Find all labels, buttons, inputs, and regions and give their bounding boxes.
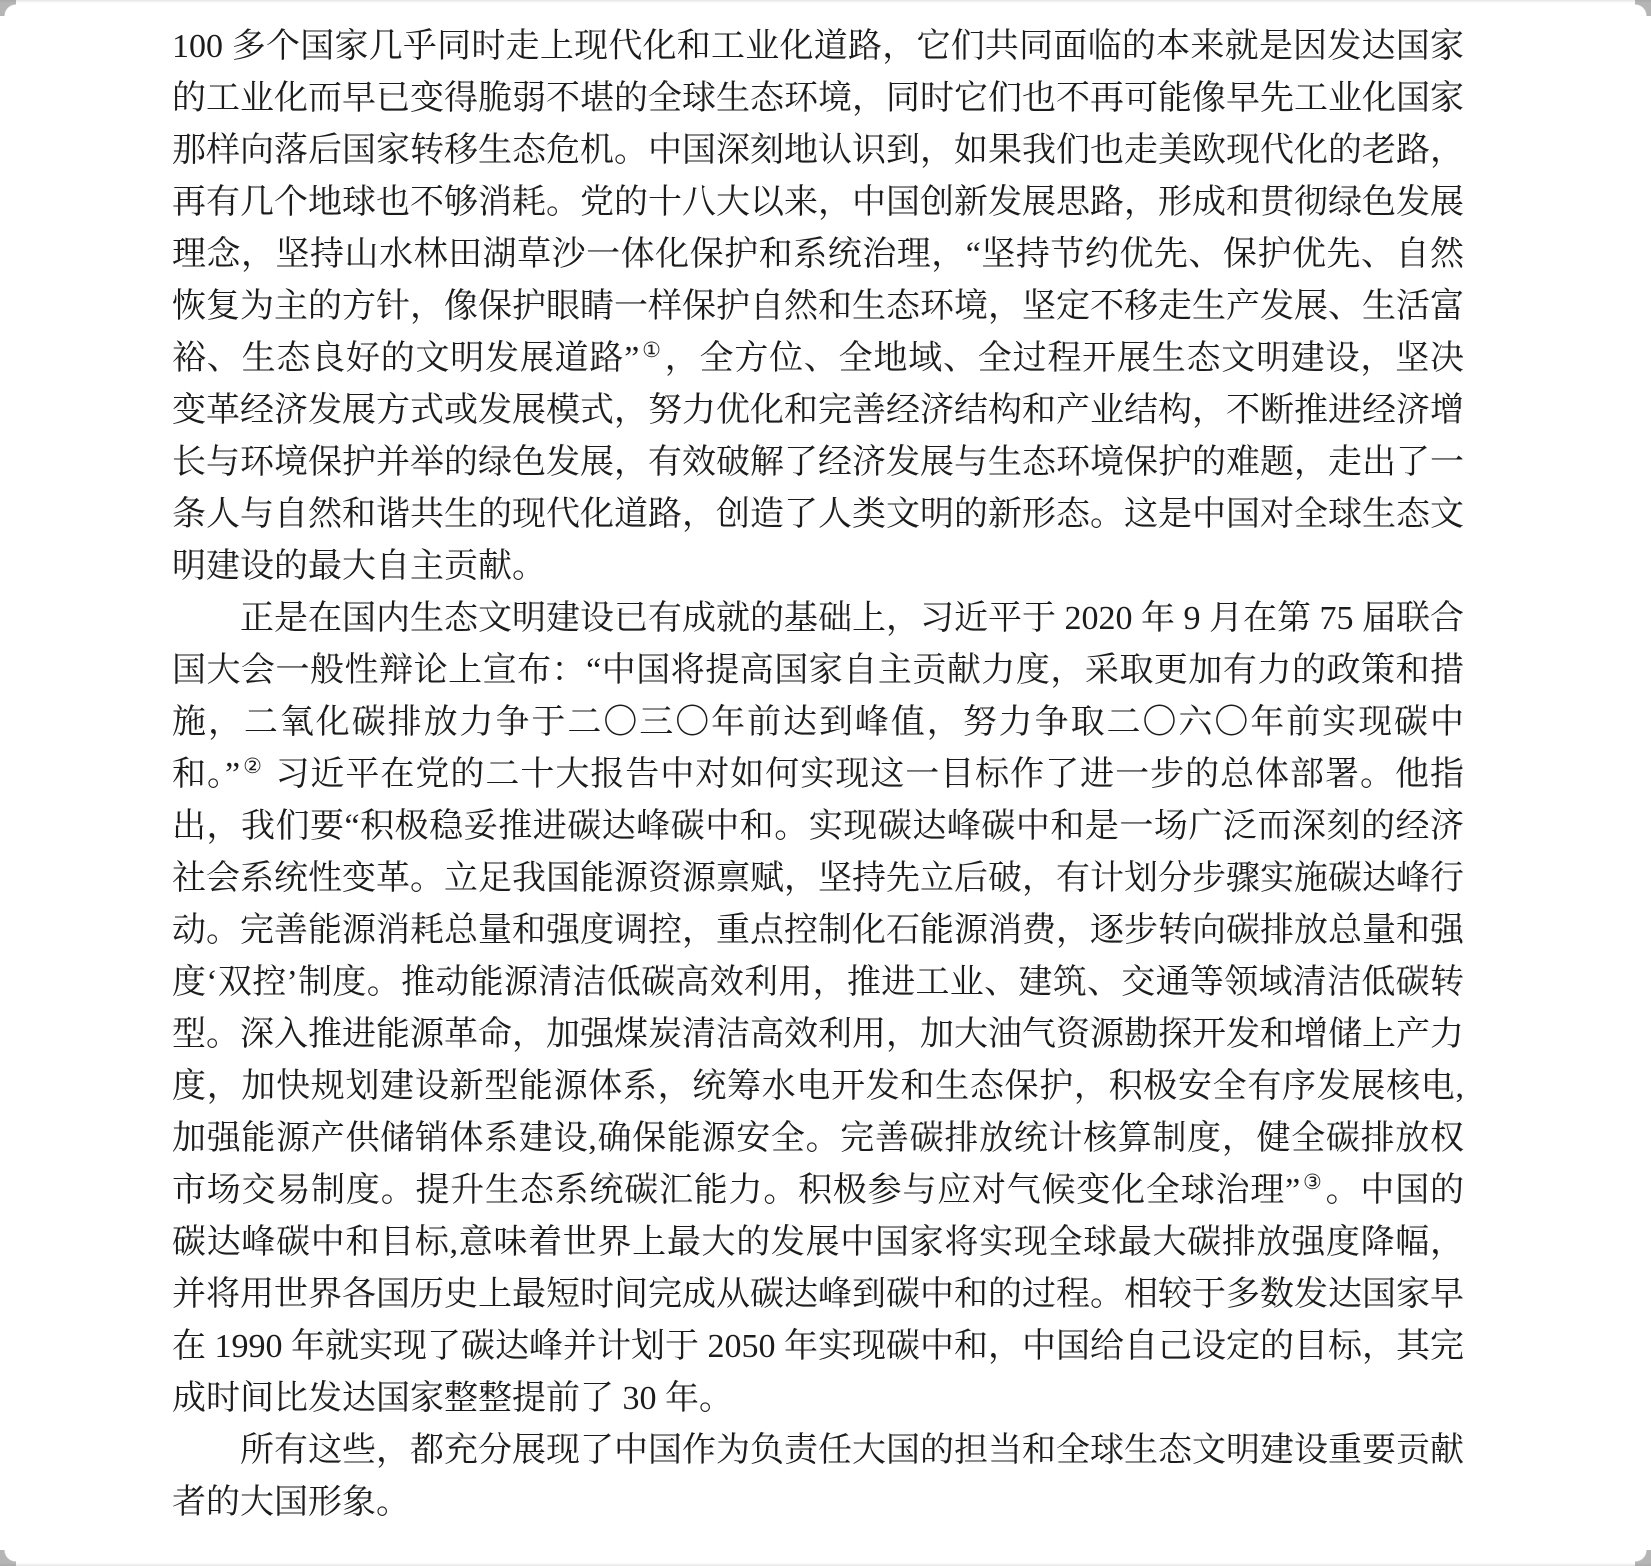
scan-edge-top: [0, 0, 1651, 3]
document-page: [172, 21, 1464, 1529]
scan-corner-top-right: [1635, 0, 1651, 16]
paragraph: [172, 1425, 1464, 1529]
paragraph: [172, 593, 1464, 1425]
scan-corner-top-left: [0, 0, 16, 16]
text-run: ，全方位、全地域、全过程开展生态文明建设，坚决变革经济发展方式或发展模式，努力优化和完善经济结构和产业结构，不断推进经济增长与环境保护并举的绿色发展，有效破解了经济发展与生态环境保护的难题，走出了一条人与自然和谐共生的现代化道路，创造了人类文明的新形态。这是中国对全球生态文明建设的最大自主贡献。: [172, 340, 1464, 585]
scan-corner-bottom-left: [0, 1550, 16, 1566]
paragraphs-container: [172, 21, 1464, 1529]
text-run: 习近平在党的二十大报告中对如何实现这一目标作了进一步的总体部署。他指出，我们要“积极稳妥推进碳达峰碳中和。实现碳达峰碳中和是一场广泛而深刻的经济社会系统性变革。立足我国能源资源禀赋，坚持先立后破，有计划分步骤实施碳达峰行动。完善能源消耗总量和强度调控，重点控制化石能源消费，逐步转向碳排放总量和强度‘双控’制度。推动能源清洁低碳高效利用，推进工业、建筑、交通等领域清洁低碳转型。深入推进能源革命，加强煤炭清洁高效利用，加大油气资源勘探开发和增储上产力度，加快规划建设新型能源体系，统筹水电开发和生态保护，积极安全有序发展核电,加强能源产供储销体系建设,确保能源安全。完善碳排放统计核算制度，健全碳排放权市场交易制度。提升生态系统碳汇能力。积极参与应对气候变化全球治理”: [172, 756, 1465, 1209]
text-run: 。中国的碳达峰碳中和目标,意味着世界上最大的发展中国家将实现全球最大碳排放强度降幅，并将用世界各国历史上最短时间完成从碳达峰到碳中和的过程。相较于多数发达国家早在 1990 年就实现了碳达峰并计划于 2050 年实现碳中和，中国给自己设定的目标，其完成时间比发达国家整整提前了 30 年。: [172, 1172, 1464, 1417]
footnote-marker: ①: [641, 337, 662, 362]
text-run: 100 多个国家几乎同时走上现代化和工业化道路，它们共同面临的本来就是因发达国家的工业化而早已变得脆弱不堪的全球生态环境，同时它们也不再可能像早先工业化国家那样向落后国家转移生态危机。中国深刻地认识到，如果我们也走美欧现代化的老路，再有几个地球也不够消耗。党的十八大以来，中国创新发展思路，形成和贯彻绿色发展理念，坚持山水林田湖草沙一体化保护和系统治理，“坚持节约优先、保护优先、自然恢复为主的方针，像保护眼睛一样保护自然和生态环境，坚定不移走生产发展、生活富裕、生态良好的文明发展道路”: [172, 28, 1464, 377]
scan-corner-bottom-right: [1635, 1550, 1651, 1566]
paragraph: [172, 21, 1464, 593]
text-run: 所有这些，都充分展现了中国作为负责任大国的担当和全球生态文明建设重要贡献者的大国形象。: [172, 1432, 1464, 1521]
footnote-marker: ②: [242, 753, 263, 778]
text-run: 正是在国内生态文明建设已有成就的基础上，习近平于 2020 年 9 月在第 75 届联合国大会一般性辩论上宣布：“中国将提高国家自主贡献力度，采取更加有力的政策和措施，二氧化碳排放力争于二〇三〇年前达到峰值，努力争取二〇六〇年前实现碳中和。”: [172, 600, 1464, 793]
footnote-marker: ③: [1302, 1169, 1323, 1194]
